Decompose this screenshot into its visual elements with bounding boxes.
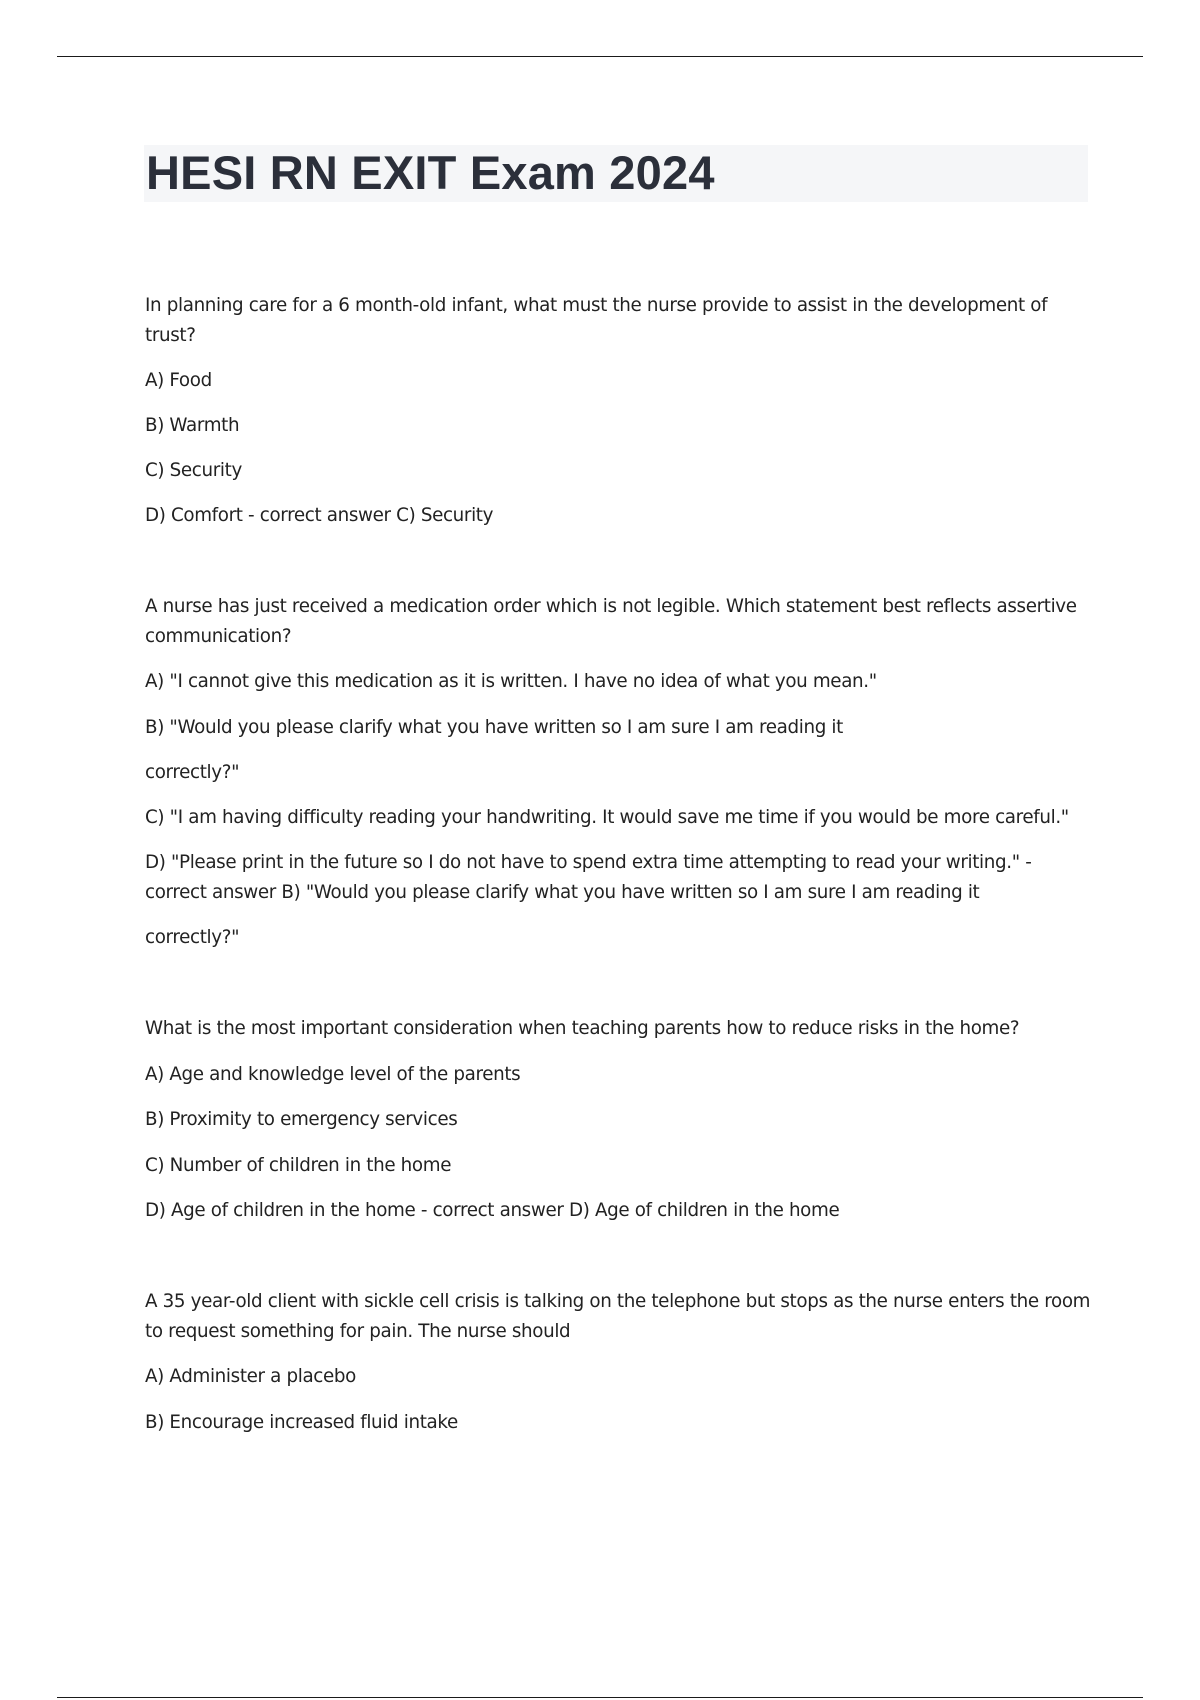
question-2-text: A nurse has just received a medication order which is not legible. Which statement best reflects assertive communication?	[145, 596, 1077, 647]
question-1-option-a: A) Food	[145, 370, 212, 391]
question-3-option-a: A) Age and knowledge level of the parents	[145, 1064, 521, 1085]
page-title: HESI RN EXIT Exam 2024	[146, 146, 715, 199]
top-rule	[57, 56, 1143, 57]
question-3-option-b: B) Proximity to emergency services	[145, 1109, 458, 1130]
question-1-text: In planning care for a 6 month-old infant, what must the nurse provide to assist in the development of trust?	[145, 295, 1048, 346]
question-2-option-b: B) "Would you please clarify what you have written so I am sure I am reading it	[145, 717, 843, 738]
question-3-text: What is the most important consideration when teaching parents how to reduce risks in the home?	[145, 1018, 1020, 1039]
question-1-option-c: C) Security	[145, 460, 242, 481]
question-3-option-c: C) Number of children in the home	[145, 1155, 452, 1176]
bottom-rule	[57, 1697, 1143, 1698]
question-2-option-d-answer: D) "Please print in the future so I do not have to spend extra time attempting to read your writing." - correct answer B) "Would you please clarify what you have written so I am sure I am reading it	[145, 852, 1032, 903]
question-1-option-d-answer: D) Comfort - correct answer C) Security	[145, 505, 494, 526]
question-4-text: A 35 year-old client with sickle cell crisis is talking on the telephone but stops as the nurse enters the room to request something for pain. The nurse should	[145, 1291, 1091, 1342]
question-2-option-c: C) "I am having difficulty reading your handwriting. It would save me time if you would be more careful."	[145, 807, 1069, 828]
question-3-option-d-answer: D) Age of children in the home - correct answer D) Age of children in the home	[145, 1200, 840, 1221]
question-4-option-b: B) Encourage increased fluid intake	[145, 1412, 458, 1433]
question-1-option-b: B) Warmth	[145, 415, 240, 436]
question-2-answer-continued: correctly?"	[145, 927, 240, 948]
question-2-option-a: A) "I cannot give this medication as it is written. I have no idea of what you mean."	[145, 671, 877, 692]
question-4-option-a: A) Administer a placebo	[145, 1366, 356, 1387]
question-2-option-b-continued: correctly?"	[145, 762, 240, 783]
